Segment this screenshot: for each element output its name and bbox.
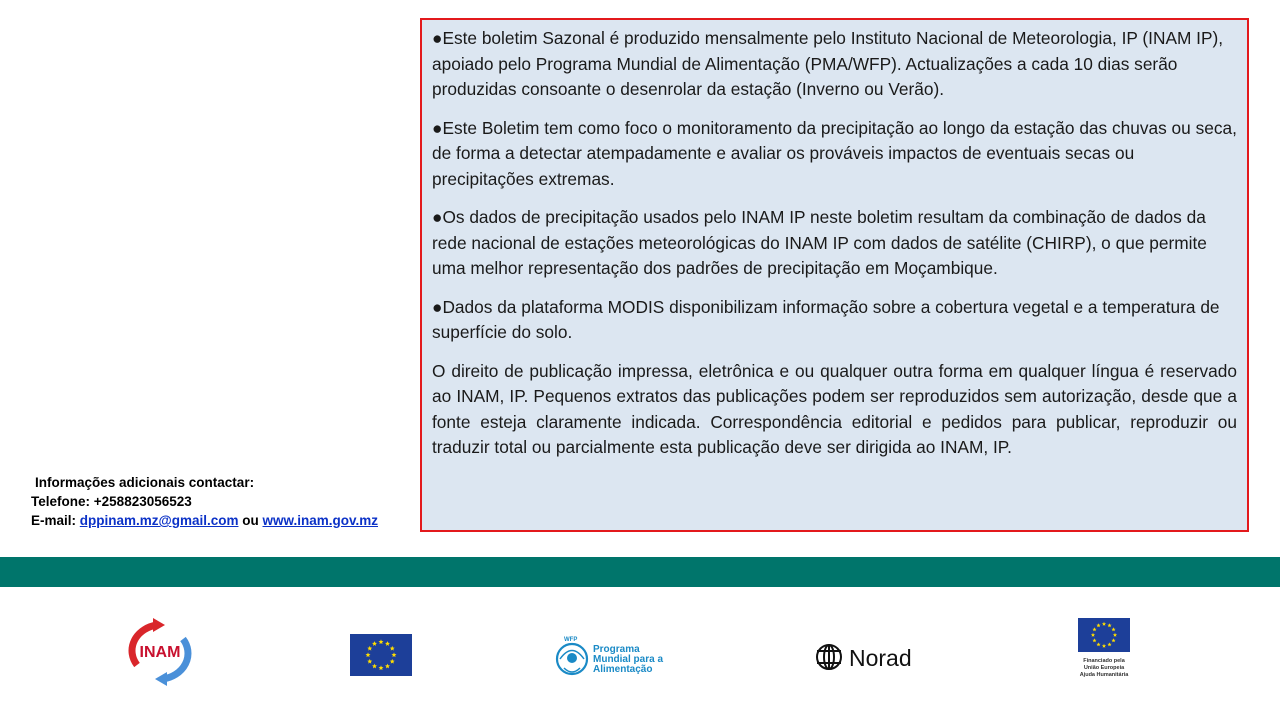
echo-line2: União Europeia bbox=[1083, 665, 1125, 671]
footer-band bbox=[0, 557, 1280, 587]
paragraph-modis: ●Dados da plataforma MODIS disponibilizam informação sobre a cobertura vegetal e a temperatura de superfície do solo. bbox=[432, 296, 1220, 342]
paragraph-copyright: O direito de publicação impressa, eletrônica e ou qualquer outra forma em qualquer língua é reservado ao INAM, IP. Pequenos extratos das publicações podem ser reproduzidos sem autorização, desde que a fonte esteja claramente indicada. Correspondência editorial e pedidos para publicar, reproduzir ou traduzir total ou parcialmente esta publicação deve ser dirigida ao INAM, IP. bbox=[432, 360, 1237, 457]
wfp-line3: Alimentação bbox=[593, 664, 653, 675]
or-text: ou bbox=[242, 513, 259, 528]
wfp-line1: Programa bbox=[593, 644, 640, 655]
email-link[interactable]: dppinam.mz@gmail.com bbox=[79, 513, 239, 528]
paragraph-precipitation-data: ●Os dados de precipitação usados pelo INAM IP neste boletim resultam da combinação de dados da rede nacional de estações meteorológicas do INAM IP com dados de satélite (CHIRP), o que permite uma melhor representação dos padrões de precipitação em Moçambique. bbox=[432, 207, 1207, 278]
wfp-line2: Mundial para a bbox=[593, 654, 664, 665]
norad-logo bbox=[815, 634, 919, 680]
echo-line1: Financiado pela bbox=[1083, 658, 1125, 664]
website-link[interactable]: www.inam.gov.mz bbox=[262, 513, 379, 528]
info-box bbox=[420, 18, 1249, 532]
wfp-emblem-icon bbox=[557, 644, 587, 674]
inam-logo-text: INAM bbox=[139, 644, 181, 661]
eu-humanitarian-logo bbox=[1074, 617, 1134, 681]
echo-line3: Ajuda Humanitária bbox=[1079, 672, 1129, 678]
contact-email-line bbox=[31, 511, 378, 530]
inam-logo-icon bbox=[117, 617, 203, 687]
contact-block bbox=[31, 473, 378, 530]
contact-heading: Informações adicionais contactar: bbox=[35, 475, 255, 490]
norad-globe-icon bbox=[817, 645, 841, 669]
paragraph-bulletin-focus: ●Este Boletim tem como foco o monitoramento da precipitação ao longo da estação das chuvas ou seca, de forma a detectar atempadamente e avaliar os prováveis impactos de eventuais secas ou precipitações extremas. bbox=[432, 117, 1237, 189]
phone-label: Telefone: bbox=[31, 494, 91, 509]
contact-phone-line bbox=[31, 492, 378, 511]
wfp-mark-text: WFP bbox=[564, 637, 578, 643]
eu-flag-icon bbox=[350, 634, 412, 676]
norad-text: Norad bbox=[849, 645, 912, 671]
email-label: E-mail: bbox=[31, 513, 77, 528]
wfp-logo bbox=[555, 632, 673, 680]
paragraph-bulletin-intro: ●Este boletim Sazonal é produzido mensalmente pelo Instituto Nacional de Meteorologia, IP (INAM IP), apoiado pelo Programa Mundial de Alimentação (PMA/WFP). Actualizações a cada 10 dias serão produzidas consoante o desenrolar da estação (Inverno ou Verão). bbox=[432, 28, 1224, 99]
phone-number: +258823056523 bbox=[93, 494, 192, 509]
